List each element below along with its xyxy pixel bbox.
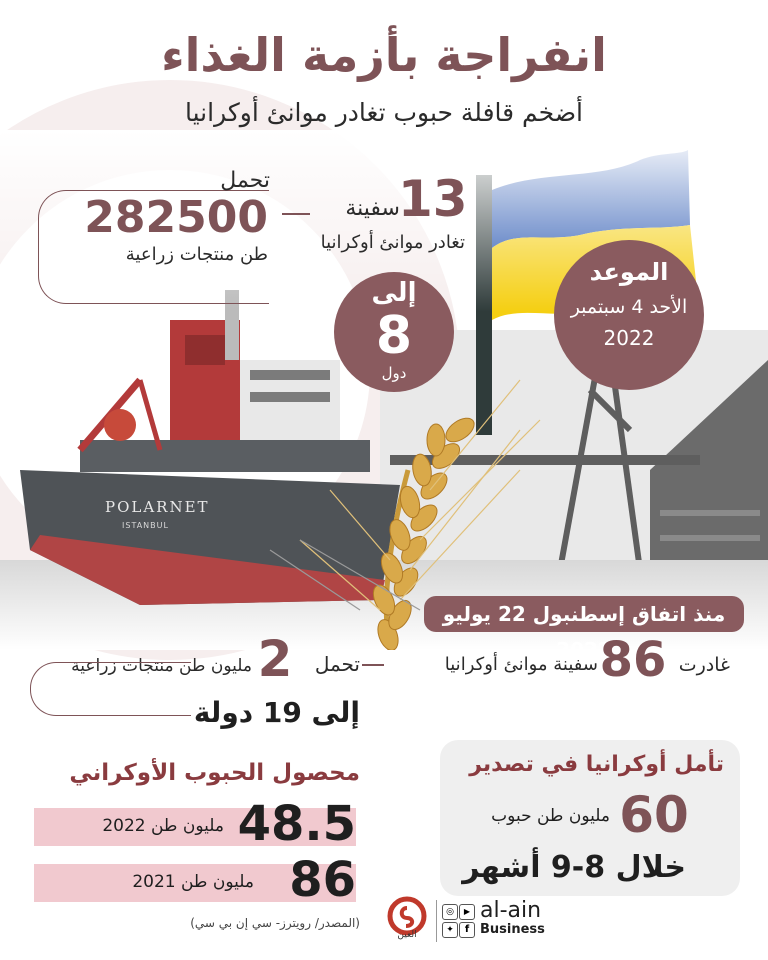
youtube-icon[interactable]: ▶ <box>459 904 475 920</box>
page-subtitle: أضخم قافلة حبوب تغادر موانئ أوكرانيا <box>185 98 583 127</box>
export-hope-title: تأمل أوكرانيا في تصدير <box>469 752 724 777</box>
brand-name: al-ain <box>480 898 542 923</box>
date-badge-title: الموعد <box>589 258 669 286</box>
connector-line <box>282 213 310 215</box>
carry-word: تحمل <box>314 652 360 676</box>
countries-count: 8 <box>375 306 413 366</box>
since-agreement-bar: منذ اتفاق إسطنبول 22 يوليو 2022 <box>424 596 744 632</box>
date-badge <box>554 240 704 390</box>
countries-circle <box>334 272 454 392</box>
cargo-desc: طن منتجات زراعية <box>125 244 268 265</box>
ships-unit: سفينة <box>345 196 400 221</box>
export-hope-value: 60 <box>619 786 689 844</box>
brand-divider <box>436 900 437 942</box>
ships-count: 13 <box>398 170 468 228</box>
harvest-unit-2021: مليون طن 2021 <box>132 872 254 892</box>
ship-count-desc: سفينة موانئ أوكرانيا <box>444 654 598 675</box>
brand-sub: Business <box>480 922 545 937</box>
million-desc: مليون طن منتجات زراعية <box>71 656 252 676</box>
countries-unit: دول <box>381 364 407 382</box>
brand-logo-text: العين <box>397 930 417 940</box>
left-word: غادرت <box>678 654 730 676</box>
brand-logo <box>384 896 430 942</box>
facebook-icon[interactable]: f <box>459 922 475 938</box>
source-note: (المصدر/ رويترز- سي إن بي سي) <box>190 916 360 930</box>
million-count: 2 <box>257 630 293 688</box>
countries-to: إلى <box>371 278 417 308</box>
harvest-value-2021: 86 <box>289 852 356 908</box>
instagram-icon[interactable]: ◎ <box>442 904 458 920</box>
ship-count-86: 86 <box>599 632 667 688</box>
connector-line-2 <box>362 664 384 666</box>
twitter-icon[interactable]: ✦ <box>442 922 458 938</box>
harvest-value-2022: 48.5 <box>237 796 356 852</box>
export-hope-unit: مليون طن حبوب <box>491 806 610 826</box>
cargo-tons: 282500 <box>84 192 268 243</box>
export-hope-period: خلال 8-9 أشهر <box>462 850 686 885</box>
ships-desc: تغادر موانئ أوكرانيا <box>320 232 465 253</box>
cargo-label: تحمل <box>220 168 270 193</box>
destination-text: إلى 19 دولة <box>193 696 360 729</box>
page-title: انفراجة بأزمة الغذاء <box>161 28 607 82</box>
date-badge-line1: الأحد 4 سبتمبر <box>570 296 688 318</box>
harvest-title: محصول الحبوب الأوكراني <box>69 760 360 786</box>
social-icons <box>442 904 476 938</box>
date-badge-line2: 2022 <box>603 326 655 350</box>
harvest-unit-2022: مليون طن 2022 <box>102 816 224 836</box>
